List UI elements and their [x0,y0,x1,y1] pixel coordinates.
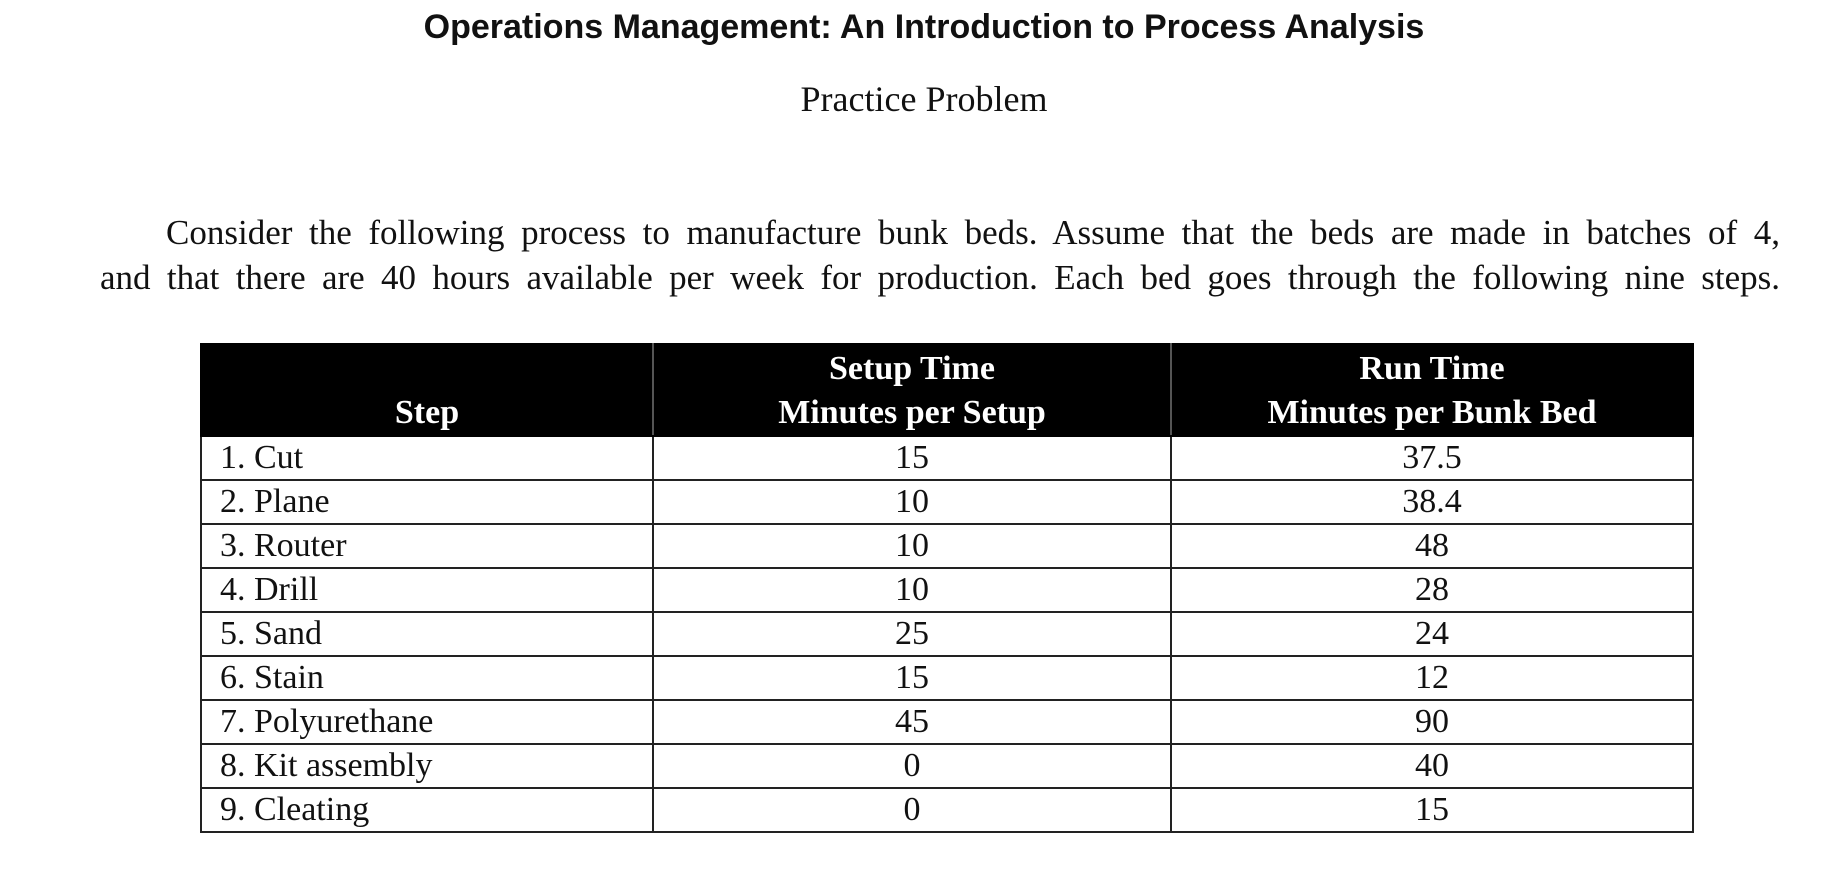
step-cell: 6. Stain [201,656,653,700]
step-cell: 8. Kit assembly [201,744,653,788]
step-cell: 4. Drill [201,568,653,612]
step-cell: 3. Router [201,524,653,568]
header-setup-line-2: Minutes per Setup [778,394,1046,431]
step-cell: 9. Cleating [201,788,653,832]
header-setup-line-1: Setup Time [829,350,995,387]
table-row [201,436,1693,480]
table-row [201,612,1693,656]
run-time-cell: 12 [1171,656,1693,700]
setup-time-cell: 0 [653,744,1171,788]
run-time-cell: 90 [1171,700,1693,744]
run-time-cell: 38.4 [1171,480,1693,524]
document-title: Operations Management: An Introduction to Process Analysis [423,8,1425,46]
document-subtitle: Practice Problem [800,79,1048,119]
header-setup-time [653,344,1171,436]
intro-line-2: and that there are 40 hours available per week for production. Each bed goes through the following nine steps. [100,258,1780,297]
table-row [201,568,1693,612]
header-run-time [1171,344,1693,436]
run-time-cell: 37.5 [1171,436,1693,480]
intro-line-1: Consider the following process to manufacture bunk beds. Assume that the beds are made in batches of 4, [166,213,1780,252]
step-cell: 2. Plane [201,480,653,524]
header-run-line-2: Minutes per Bunk Bed [1267,394,1597,431]
run-time-cell: 24 [1171,612,1693,656]
setup-time-cell: 10 [653,480,1171,524]
setup-time-cell: 25 [653,612,1171,656]
header-step-label: Step [394,394,460,431]
setup-time-cell: 10 [653,568,1171,612]
table-row [201,700,1693,744]
table-row [201,524,1693,568]
table-row [201,480,1693,524]
table-row [201,656,1693,700]
run-time-cell: 40 [1171,744,1693,788]
run-time-cell: 48 [1171,524,1693,568]
run-time-cell: 28 [1171,568,1693,612]
setup-time-cell: 15 [653,436,1171,480]
table-row [201,744,1693,788]
step-cell: 5. Sand [201,612,653,656]
step-cell: 1. Cut [201,436,653,480]
setup-time-cell: 45 [653,700,1171,744]
setup-time-cell: 10 [653,524,1171,568]
setup-time-cell: 15 [653,656,1171,700]
intro-paragraph [100,210,1780,300]
table-row [201,788,1693,832]
header-step [201,344,653,436]
run-time-cell: 15 [1171,788,1693,832]
process-steps-table [200,343,1694,833]
header-run-line-1: Run Time [1359,350,1505,387]
setup-time-cell: 0 [653,788,1171,832]
step-cell: 7. Polyurethane [201,700,653,744]
table-header-row [201,344,1693,436]
